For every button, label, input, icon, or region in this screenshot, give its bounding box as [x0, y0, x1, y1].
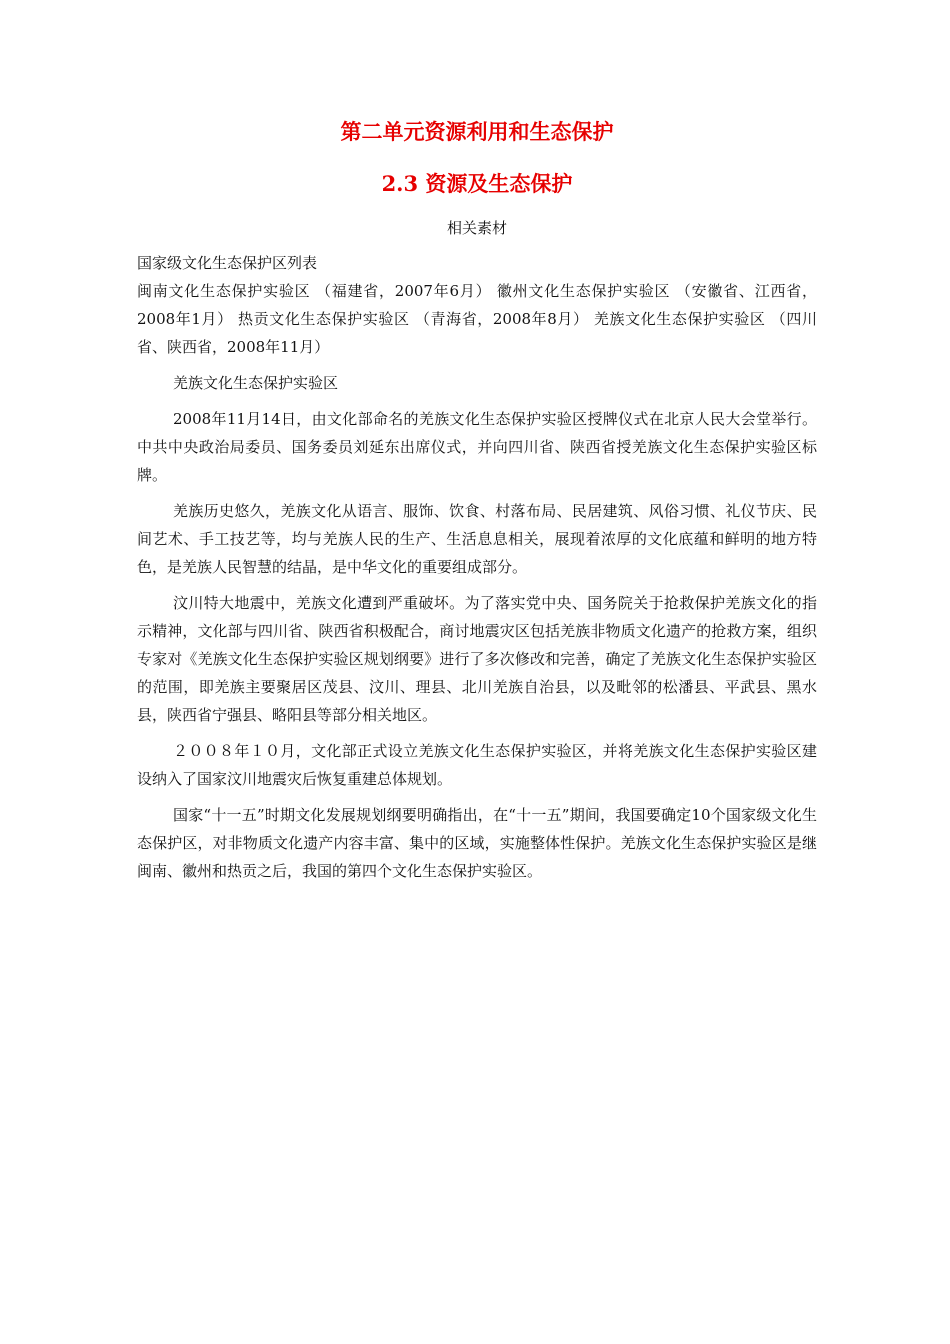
paragraph-4: ２００８年１０月，文化部正式设立羌族文化生态保护实验区，并将羌族文化生态保护实验区建设纳入了国家汶川地震灾后恢复重建总体规划。	[137, 742, 817, 788]
document-body	[137, 118, 817, 885]
protection-zone-list: 闽南文化生态保护实验区 （福建省，2007年6月） 徽州文化生态保护实验区 （安徽省、江西省，2008年1月） 热贡文化生态保护实验区 （青海省，2008年8月） 羌族文化生态保护实验区 （四川省、陕西省，2008年11月）	[137, 282, 817, 356]
list-title: 国家级文化生态保护区列表	[137, 254, 318, 272]
document-title: 第二单元资源利用和生态保护	[340, 119, 614, 144]
section-subtitle: 2.3 资源及生态保护	[381, 171, 573, 196]
paragraph-1: 2008年11月14日，由文化部命名的羌族文化生态保护实验区授牌仪式在北京人民大会堂举行。中共中央政治局委员、国务委员刘延东出席仪式，并向四川省、陕西省授羌族文化生态保护实验区标牌。	[137, 410, 817, 484]
section-heading: 羌族文化生态保护实验区	[173, 374, 339, 392]
paragraph-3: 汶川特大地震中，羌族文化遭到严重破坏。为了落实党中央、国务院关于抢救保护羌族文化的指示精神，文化部与四川省、陕西省积极配合，商讨地震灾区包括羌族非物质文化遗产的抢救方案，组织专家对《羌族文化生态保护实验区规划纲要》进行了多次修改和完善，确定了羌族文化生态保护实验区的范围，即羌族主要聚居区茂县、汶川、理县、北川羌族自治县，以及毗邻的松潘县、平武县、黑水县，陕西省宁强县、略阳县等部分相关地区。	[137, 594, 817, 724]
materials-label: 相关素材	[446, 219, 507, 237]
paragraph-5: 国家“十一五”时期文化发展规划纲要明确指出，在“十一五”期间，我国要确定10个国家级文化生态保护区，对非物质文化遗产内容丰富、集中的区域，实施整体性保护。羌族文化生态保护实验区是继闽南、徽州和热贡之后，我国的第四个文化生态保护实验区。	[137, 806, 817, 880]
paragraph-2: 羌族历史悠久，羌族文化从语言、服饰、饮食、村落布局、民居建筑、风俗习惯、礼仪节庆、民间艺术、手工技艺等，均与羌族人民的生产、生活息息相关，展现着浓厚的文化底蕴和鲜明的地方特色，是羌族人民智慧的结晶，是中华文化的重要组成部分。	[137, 502, 817, 576]
